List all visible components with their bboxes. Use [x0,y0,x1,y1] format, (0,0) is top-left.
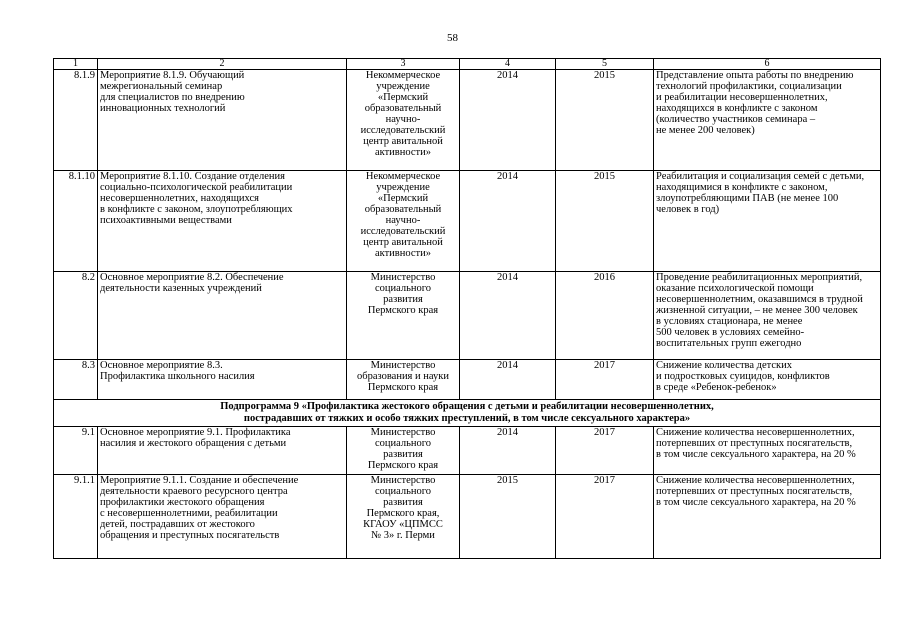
table-row [54,272,881,360]
item-executor-line: исследовательский [360,226,446,237]
item-result-line: Проведение реабилитационных мероприятий, [656,272,863,283]
item-executor [347,272,460,360]
item-result-line: находящихся в конфликте с законом [656,103,818,114]
item-name-line: социально-психологической реабилитации [100,182,293,193]
item-name-line: для специалистов по внедрению [100,92,245,103]
item-executor-line: Пермского края [367,382,439,393]
item-executor-line: образования и науки [357,371,449,382]
item-executor-line: развития [383,497,423,508]
item-end-year: 2015 [556,70,654,171]
item-result-line: в том числе сексуального характера, на 20 % [656,449,856,460]
item-start-year: 2015 [460,475,556,559]
table-body [54,59,881,559]
table-row [54,475,881,559]
item-result-line: в условиях стационара, не менее [656,316,803,327]
column-number: 4 [460,59,556,70]
item-name-line: Мероприятие 8.1.10. Создание отделения [100,171,285,182]
table-row [54,427,881,475]
item-end-year: 2017 [556,475,654,559]
item-result [654,70,881,171]
subprogram-title [54,400,881,427]
item-executor-line: Пермского края, [366,508,440,519]
item-result-line: Представление опыта работы по внедрению [656,70,854,81]
item-end-year: 2015 [556,171,654,272]
table-row [54,171,881,272]
item-executor-line: Пермского края [367,460,439,471]
item-result-line: Снижение количества несовершеннолетних, [656,475,855,486]
item-executor-line: КГАОУ «ЦПМСС [363,519,443,530]
item-executor-line: исследовательский [360,125,446,136]
item-result-line: человек в год) [656,204,720,215]
item-executor [347,475,460,559]
item-result-line: и реабилитации несовершеннолетних, [656,92,828,103]
item-result [654,360,881,400]
item-result-line: потерпевших от преступных посягательств, [656,438,853,449]
page-number: 58 [447,32,458,44]
item-name-line: несовершеннолетних, находящихся [100,193,259,204]
item-executor-line: Министерство [370,475,436,486]
item-result-line: в том числе сексуального характера, на 20 % [656,497,856,508]
item-executor [347,70,460,171]
item-start-year: 2014 [460,427,556,475]
item-result [654,427,881,475]
column-number: 1 [54,59,98,70]
item-executor-line: центр авитальной [363,136,443,147]
item-name-line: Основное мероприятие 8.3. [100,360,223,371]
item-result [654,475,881,559]
subprogram-title-line: Подпрограмма 9 «Профилактика жестокого обращения с детьми и реабилитации несовершеннолетних, [220,401,714,412]
item-start-year: 2014 [460,70,556,171]
program-table [53,58,881,559]
item-executor-line: Пермского края [367,305,439,316]
item-result-line: 500 человек в условиях семейно- [656,327,805,338]
item-end-year: 2016 [556,272,654,360]
item-number: 8.3 [54,360,98,400]
item-name [98,272,347,360]
item-name-line: деятельности краевого ресурсного центра [100,486,288,497]
item-end-year: 2017 [556,427,654,475]
item-name-line: Мероприятие 8.1.9. Обучающий [100,70,245,81]
item-result-line: жизненной ситуации, – не менее 300 человек [656,305,858,316]
item-executor-line: образовательный [364,103,442,114]
item-executor-line: социального [374,283,432,294]
item-executor-line: Министерство [370,272,436,283]
column-number: 2 [98,59,347,70]
item-result-line: технологий профилактики, социализации [656,81,842,92]
item-executor-line: развития [383,449,423,460]
item-executor-line: социального [374,438,432,449]
subprogram-heading-row [54,400,881,427]
item-name-line: инновационных технологий [100,103,226,114]
item-number: 9.1 [54,427,98,475]
item-executor-line: Министерство [370,427,436,438]
item-result-line: Реабилитация и социализация семей с детьми, [656,171,865,182]
item-executor-line: научно- [385,215,421,226]
item-name [98,171,347,272]
item-result [654,171,881,272]
item-number: 9.1.1 [54,475,98,559]
item-result [654,272,881,360]
item-executor-line: социального [374,486,432,497]
item-name-line: профилактики жестокого обращения [100,497,265,508]
item-result-line: воспитательных групп ежегодно [656,338,802,349]
item-executor-line: активности» [374,248,432,259]
item-start-year: 2014 [460,171,556,272]
item-number: 8.1.10 [54,171,98,272]
column-number: 5 [556,59,654,70]
column-number: 6 [654,59,881,70]
item-result-line: потерпевших от преступных посягательств, [656,486,853,497]
item-name [98,70,347,171]
item-result-line: несовершеннолетним, оказавшимся в трудной [656,294,863,305]
item-result-line: и подростковых суицидов, конфликтов [656,371,830,382]
item-executor-line: активности» [374,147,432,158]
item-start-year: 2014 [460,360,556,400]
item-name-line: межрегиональный семинар [100,81,223,92]
item-name-line: Профилактика школьного насилия [100,371,255,382]
item-name-line: в конфликте с законом, злоупотребляющих [100,204,293,215]
item-result-line: (количество участников семинара – [656,114,816,125]
item-result-line: Снижение количества детских [656,360,792,371]
item-name-line: Основное мероприятие 8.2. Обеспечение [100,272,284,283]
item-name-line: детей, пострадавших от жестокого [100,519,255,530]
item-result-line: не менее 200 человек) [656,125,755,136]
item-executor-line: учреждение [376,182,430,193]
item-name-line: с несовершеннолетними, реабилитации [100,508,278,519]
item-result-line: Снижение количества несовершеннолетних, [656,427,855,438]
item-executor-line: Некоммерческое [365,70,441,81]
item-end-year: 2017 [556,360,654,400]
item-executor [347,427,460,475]
item-result-line: оказание психологической помощи [656,283,814,294]
item-executor-line: научно- [385,114,421,125]
item-start-year: 2014 [460,272,556,360]
item-name-line: обращения и преступных посягательств [100,530,280,541]
item-executor-line: учреждение [376,81,430,92]
item-name-line: деятельности казенных учреждений [100,283,262,294]
item-name-line: психоактивными веществами [100,215,232,226]
item-executor-line: центр авитальной [363,237,443,248]
item-name-line: Основное мероприятие 9.1. Профилактика [100,427,291,438]
column-number-row [54,59,881,70]
subprogram-title-line: пострадавших от тяжких и особо тяжких преступлений, в том числе сексуального характера» [243,413,691,424]
item-number: 8.1.9 [54,70,98,171]
item-result-line: находящимися в конфликте с законом, [656,182,828,193]
item-executor-line: Некоммерческое [365,171,441,182]
item-result-line: в среде «Ребенок-ребенок» [656,382,777,393]
item-result-line: злоупотребляющими ПАВ (не менее 100 [656,193,839,204]
table-row [54,70,881,171]
table-row [54,360,881,400]
item-executor-line: № 3» г. Перми [371,530,435,541]
column-number: 3 [347,59,460,70]
item-executor-line: образовательный [364,204,442,215]
item-executor-line: Министерство [370,360,436,371]
item-executor-line: развития [383,294,423,305]
item-name [98,427,347,475]
item-executor [347,171,460,272]
item-name-line: насилия и жестокого обращения с детьми [100,438,287,449]
item-number: 8.2 [54,272,98,360]
item-name [98,360,347,400]
item-name [98,475,347,559]
item-executor [347,360,460,400]
item-executor-line: «Пермский [377,92,429,103]
item-name-line: Мероприятие 9.1.1. Создание и обеспечение [100,475,299,486]
item-executor-line: «Пермский [377,193,429,204]
